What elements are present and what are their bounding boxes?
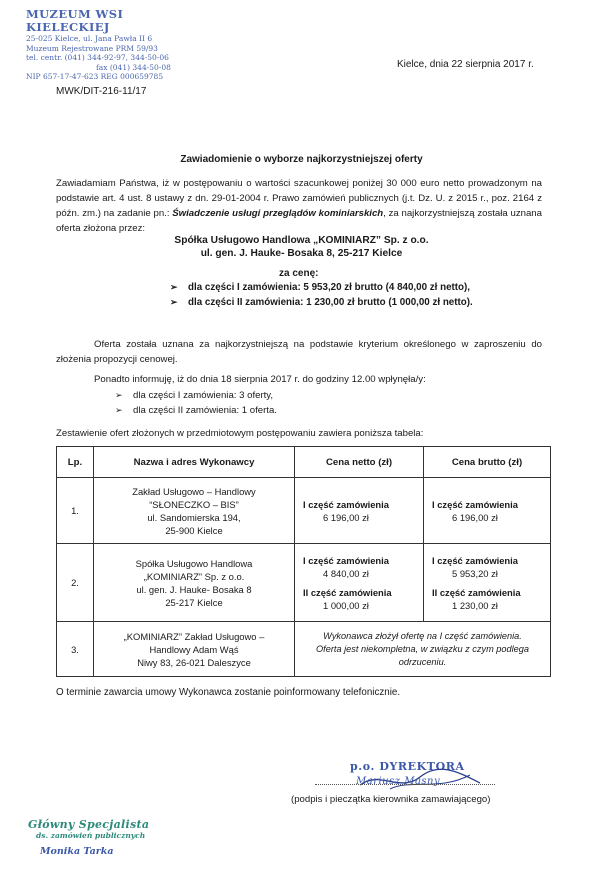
closing-paragraph: O terminie zawarcia umowy Wykonawca zostanie poinformowany telefonicznie.	[56, 687, 401, 698]
institution-stamp	[26, 8, 196, 82]
header-brutto: Cena brutto (zł)	[424, 447, 551, 478]
signer-name: Mariusz Masny	[356, 776, 441, 787]
row-brutto: I część zamówienia 5 953,20 zł II część zamówienia 1 230,00 zł	[424, 544, 551, 622]
intro-paragraph	[56, 176, 542, 236]
row-lp: 1.	[57, 478, 94, 544]
arrow-bullet-icon: ➢	[170, 297, 178, 307]
specialist-title: Główny Specjalista	[28, 818, 150, 831]
stamp-title: MUZEUM WSI KIELECKIEJ	[26, 7, 124, 34]
list-item: ➢ dla części I zamówienia: 3 oferty,	[115, 390, 274, 401]
table-intro: Zestawienie ofert złożonych w przedmiotowym postępowaniu zawiera poniższa tabela:	[56, 428, 424, 439]
stamp-line: 25-025 Kielce, ul. Jana Pawła II 6	[26, 34, 153, 43]
stamp-line: Muzeum Rejestrowane PRM 59/93	[26, 43, 158, 53]
stamp-line: NIP 657-17-47-623 REG 000659785	[26, 72, 164, 81]
winner-address: ul. gen. J. Hauke- Bosaka 8, 25-217 Kielce	[200, 248, 403, 259]
offers-table	[56, 446, 551, 677]
row-name: Spółka Usługowo Handlowa „KOMINIARZ” Sp. z o.o. ul. gen. J. Hauke- Bosaka 8 25-217 Kielce	[94, 544, 295, 622]
price-header: za cenę:	[279, 268, 319, 279]
table-row	[57, 478, 551, 544]
arrow-bullet-icon: ➢	[115, 390, 123, 400]
list-item: ➢ dla części II zamówienia: 1 oferta.	[115, 405, 277, 416]
list-item: ➢ dla części I zamówienia: 5 953,20 zł brutto (4 840,00 zł netto),	[170, 282, 471, 293]
arrow-bullet-icon: ➢	[170, 282, 178, 292]
row-lp: 2.	[57, 544, 94, 622]
arrow-bullet-icon: ➢	[115, 405, 123, 415]
list-item: ➢ dla części II zamówienia: 1 230,00 zł brutto (1 000,00 zł netto).	[170, 297, 473, 308]
header-netto: Cena netto (zł)	[295, 447, 424, 478]
header-lp: Lp.	[57, 447, 94, 478]
intro-text-after: , za najkorzystniejszą została uznana oferta złożona przez:	[56, 208, 542, 234]
signature-caption: (podpis i pieczątka kierownika zamawiającego)	[291, 794, 491, 805]
row-name: „KOMINIARZ” Zakład Usługowo – Handlowy Adam Wąś Niwy 83, 26-021 Daleszyce	[94, 622, 295, 677]
specialist-subtitle: ds. zamówień publicznych	[36, 831, 146, 840]
intro-text-before: Zawiadamiam Państwa, iż w postępowaniu o wartości szacunkowej poniżej 30 000 euro netto prowadzonym na podstawie art. 4 ust. 8 ustawy z dn. 29-01-2004 r. Prawo zamówień publicznych (j.t. Dz. U. z 2015 r., poz. 2164 z późn. zm.) na zadanie pn.:	[56, 178, 542, 219]
row-name: Zakład Usługowo – Handlowy “SŁONECZKO – BIS” ul. Sandomierska 194, 25-900 Kielce	[94, 478, 295, 544]
director-stamp: p.o. DYREKTORA	[350, 760, 465, 773]
specialist-stamp	[28, 818, 149, 857]
criterion-paragraph: Oferta została uznana za najkorzystniejszą na podstawie kryterium określonego w zaproszeniu do złożenia propozycji cenowej.	[56, 339, 542, 365]
stamp-line: fax (041) 344-50-08	[96, 62, 171, 72]
row-note: Wykonawca złożył ofertę na I część zamówienia. Oferta jest niekompletna, w związku z czym podlega odrzuceniu.	[295, 622, 551, 677]
received-list	[115, 388, 277, 418]
stamp-line: tel. centr. (041) 344-92-97, 344-50-06	[26, 53, 169, 62]
row-lp: 3.	[57, 622, 94, 677]
document-title: Zawiadomienie o wyborze najkorzystniejszej oferty	[180, 154, 423, 165]
specialist-name: Monika Tarka	[40, 846, 114, 857]
table-header-row	[57, 447, 551, 478]
header-name: Nazwa i adres Wykonawcy	[94, 447, 295, 478]
table-row	[57, 544, 551, 622]
price-list	[170, 280, 473, 310]
signature-line	[315, 783, 495, 785]
row-netto: I część zamówienia 6 196,00 zł	[295, 478, 424, 544]
received-paragraph: Ponadto informuję, iż do dnia 18 sierpnia 2017 r. do godziny 12.00 wpłynęła/y:	[94, 374, 426, 385]
winner-company: Spółka Usługowo Handlowa „KOMINIARZ” Sp. z o.o.	[174, 235, 429, 246]
place-date: Kielce, dnia 22 sierpnia 2017 r.	[397, 59, 534, 70]
table-row	[57, 622, 551, 677]
row-netto: I część zamówienia 4 840,00 zł II część zamówienia 1 000,00 zł	[295, 544, 424, 622]
task-name: Świadczenie usługi przeglądów kominiarskich	[172, 208, 384, 219]
row-brutto: I część zamówienia 6 196,00 zł	[424, 478, 551, 544]
reference-number: MWK/DIT-216-11/17	[56, 86, 147, 97]
